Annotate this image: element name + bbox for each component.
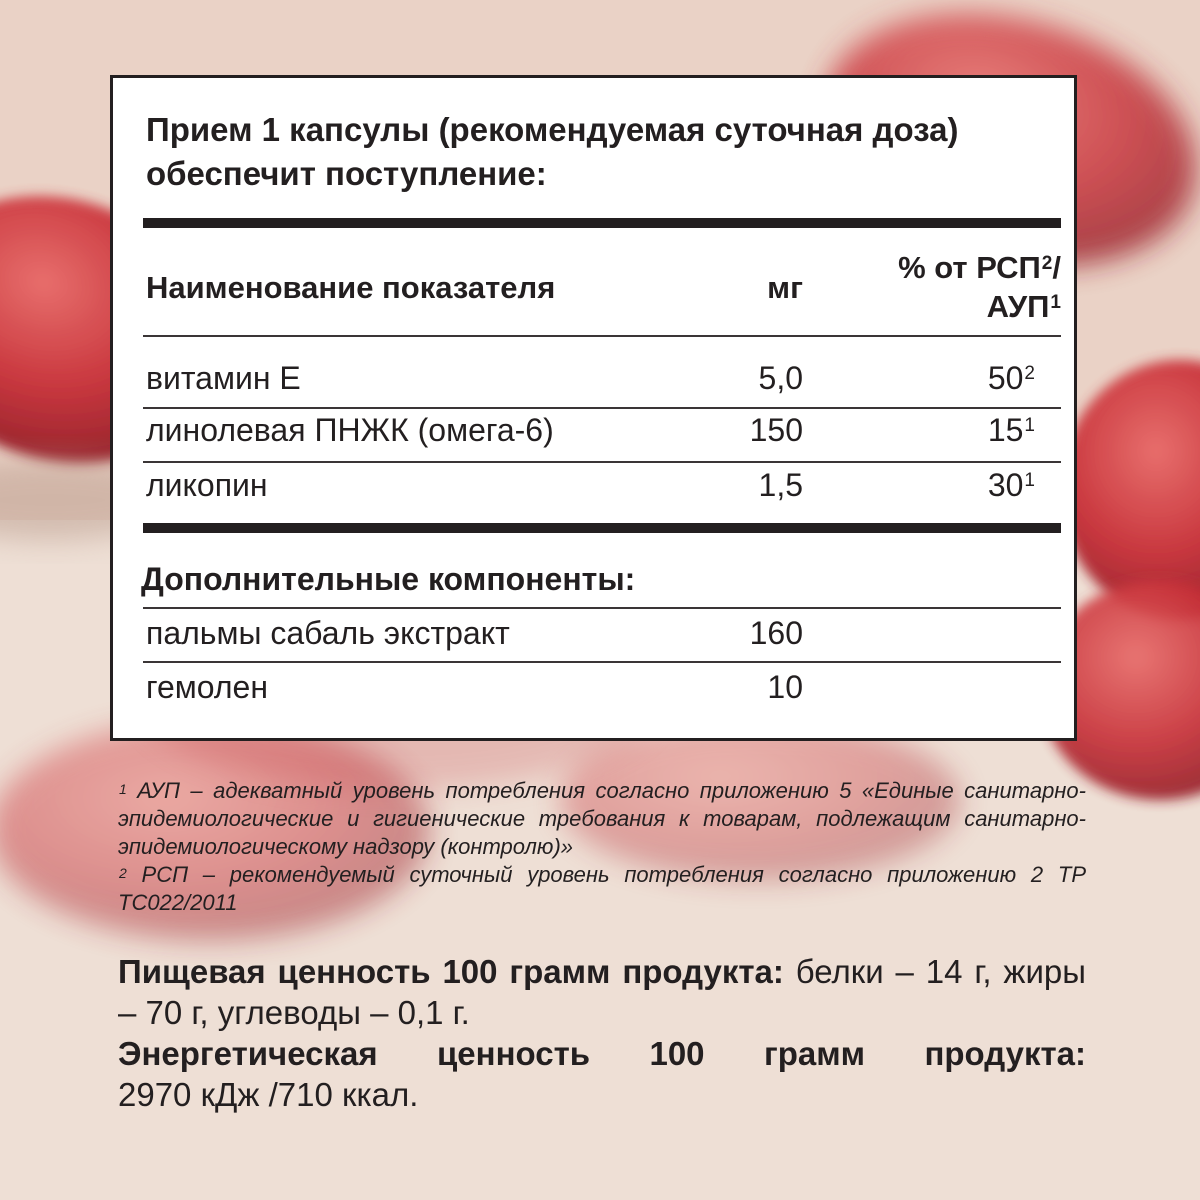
row-mg: 150 <box>749 412 803 448</box>
footnote-1: $^1$ АУП – адекватный уровень потребления согласно приложению 5 «Единые санитарно-эпидемиологические и гигиенические требования к товарам, подлежащим санитарно-эпидемиологическому надзору (контролю)» <box>118 778 1086 859</box>
row-mg: 5,0 <box>758 360 803 396</box>
row-mg: 1,5 <box>758 467 803 503</box>
nutrition-facts-card <box>110 75 1077 741</box>
energy-value: 2970 кДж /710 ккал. <box>118 1076 419 1113</box>
header-percent-line2: АУП$^1$ <box>986 289 1061 324</box>
table-mid-rule <box>143 523 1061 533</box>
header-rule <box>143 335 1061 337</box>
additional-name: пальмы сабаль экстракт <box>146 615 510 651</box>
header-name: Наименование показателя <box>146 270 556 305</box>
row-divider <box>143 407 1061 409</box>
row-name: ликопин <box>146 467 268 503</box>
row-divider <box>143 661 1061 663</box>
nutritional-value: Пищевая ценность 100 грамм продукта: белки – 14 г, жиры – 70 г, углеводы – 0,1 г. <box>118 953 1086 1031</box>
additional-name: гемолен <box>146 669 268 705</box>
row-percent: $50^2$ <box>987 360 1035 396</box>
row-name: витамин Е <box>146 360 301 396</box>
additional-mg: 10 <box>767 669 803 705</box>
additional-header-rule <box>143 607 1061 609</box>
row-percent: $30^1$ <box>987 467 1035 503</box>
row-divider <box>143 461 1061 463</box>
additional-title: Дополнительные компоненты: <box>141 561 636 597</box>
row-percent: $15^1$ <box>987 412 1035 448</box>
header-unit: мг <box>767 270 803 305</box>
footnotes <box>118 777 1086 917</box>
table-top-rule <box>143 218 1061 228</box>
intro-heading: Прием 1 капсулы (рекомендуемая суточная доза) обеспечит поступление: <box>146 111 959 192</box>
row-name: линолевая ПНЖК (омега-6) <box>146 412 554 448</box>
energy-value-label: Энергетическая ценность 100 грамм продукта: <box>118 1035 1086 1072</box>
nutrition-info <box>118 951 1086 1115</box>
footnote-2: $^2$ РСП – рекомендуемый суточный уровень потребления согласно приложению 2 ТР ТС022/2011 <box>118 862 1086 915</box>
header-percent-line1: % от РСП$^2$/ <box>898 250 1061 285</box>
additional-mg: 160 <box>749 615 803 651</box>
